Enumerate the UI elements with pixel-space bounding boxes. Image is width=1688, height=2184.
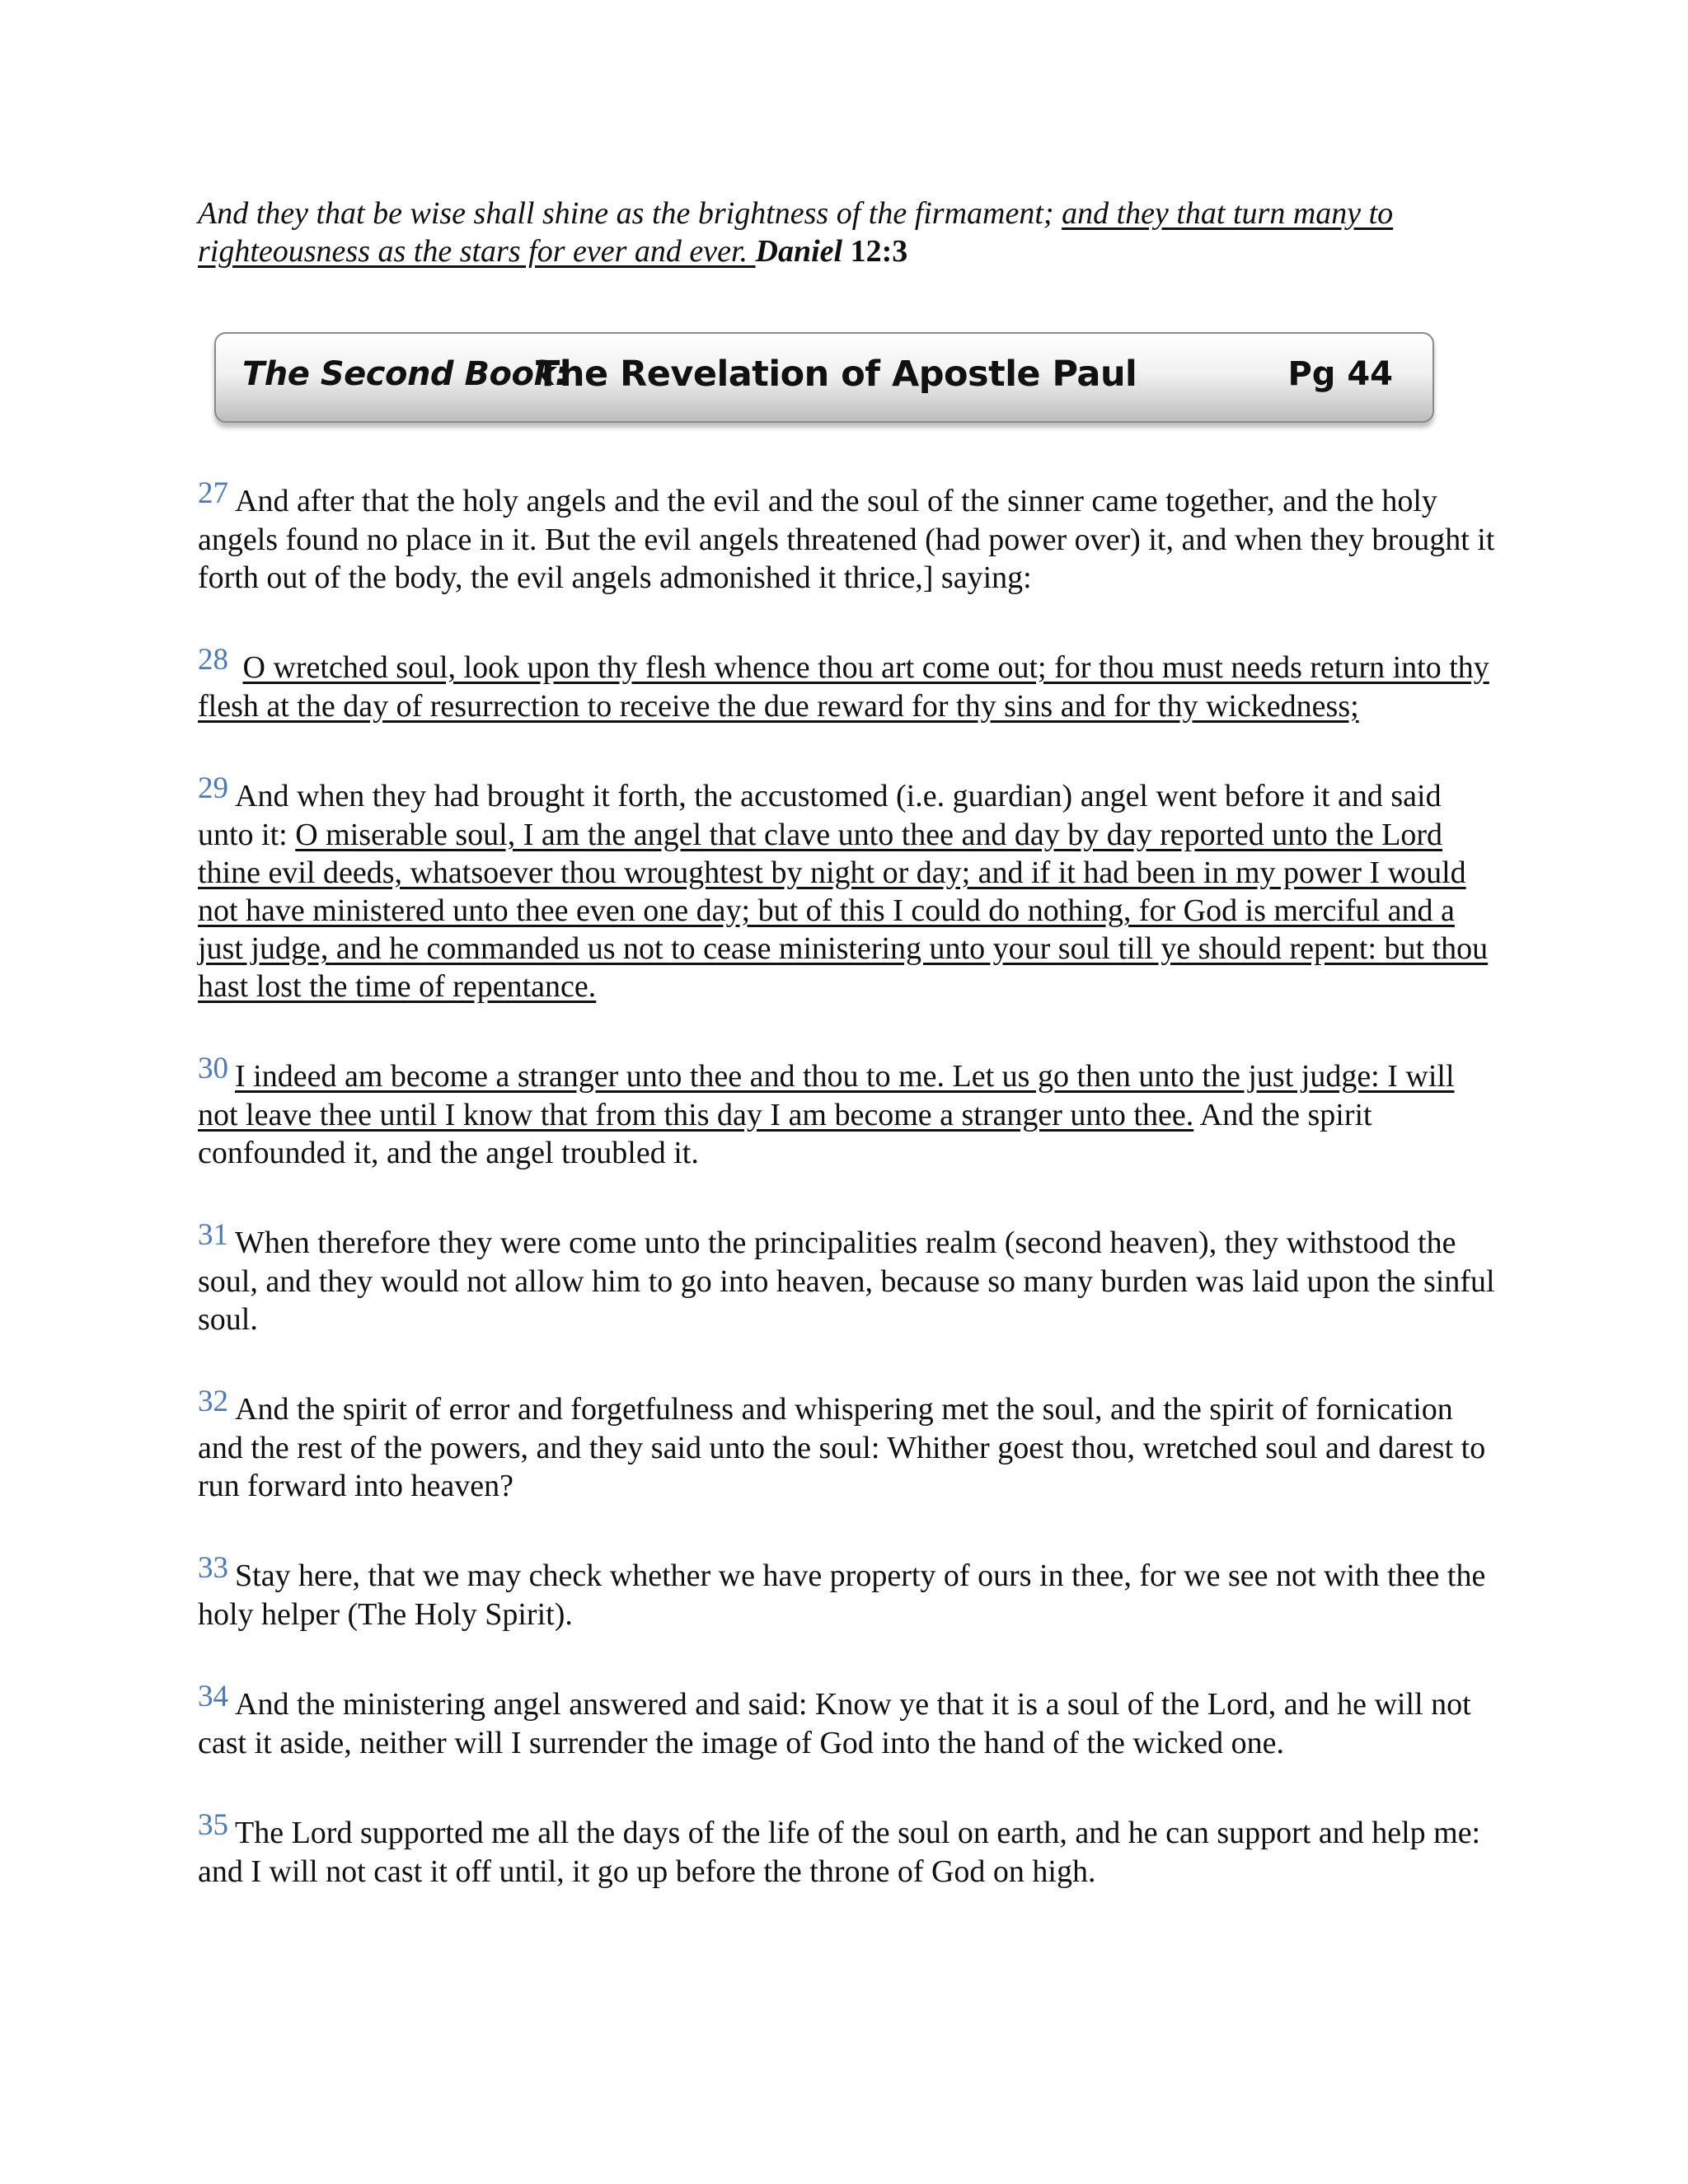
book-label: The Second Book:	[242, 355, 569, 393]
verse-28	[198, 643, 1500, 725]
verse-underlined-text: I indeed am become a stranger unto thee and thou to me. Let us go then unto the just judge: I will not leave thee until I know that from this day I am become a stranger unto thee.	[198, 1059, 1455, 1132]
verse-text: And when they had brought it forth, the accustomed (i.e. guardian) angel went before it and said unto it:	[198, 779, 1442, 852]
verse-35	[198, 1808, 1500, 1891]
verse-text: Stay here, that we may check whether we have property of ours in thee, for we see not with thee the holy helper (The Holy Spirit).	[198, 1558, 1486, 1632]
epigraph-reference-book: Daniel	[755, 234, 843, 269]
verse-number: 31	[198, 1218, 228, 1252]
verse-underlined-text: O miserable soul, I am the angel that clave unto thee and day by day reported unto the Lord thine evil deeds, whatsoever thou wroughtest by night or day; and if it had been in my power I would not have ministered unto thee even one day; but of this I could do nothing, for God is merciful and a just judge, and he commanded us not to cease ministering unto your soul till ye should repent: but thou hast lost the time of repentance.	[198, 818, 1489, 1004]
verse-number: 35	[198, 1808, 228, 1842]
verse-text: And after that the holy angels and the evil and the soul of the sinner came together, and the holy angels found no place in it. But the evil angels threatened (had power over) it, and when they brought it forth out of the body, the evil angels admonished it thrice,] saying:	[198, 484, 1495, 595]
epigraph-underlined-text: and they that turn many to righteousness as the stars for ever and ever.	[198, 196, 1394, 269]
chapter-header-banner	[214, 332, 1434, 423]
verse-number: 30	[198, 1052, 228, 1085]
verse-27	[198, 476, 1500, 597]
epigraph-reference-number: 12:3	[842, 234, 908, 269]
book-title: The Revelation of Apostle Paul	[536, 354, 1137, 395]
page-number: Pg 44	[1287, 355, 1393, 393]
verse-list	[198, 476, 1500, 1943]
verse-30	[198, 1052, 1500, 1172]
verse-34	[198, 1680, 1500, 1762]
verse-32	[198, 1385, 1500, 1505]
verse-text-after: And the spirit confounded it, and the angel troubled it.	[198, 1098, 1372, 1170]
epigraph-quote	[198, 194, 1500, 270]
verse-text: And the spirit of error and forgetfulness and whispering met the soul, and the spirit of fornication and the rest of the powers, and they said unto the soul: Whither goest thou, wretched soul and darest to run forward into heaven?	[198, 1392, 1486, 1503]
verse-underlined-text: O wretched soul, look upon thy flesh whence thou art come out; for thou must needs return into thy flesh at the day of resurrection to receive the due reward for thy sins and for thy wickedness;	[198, 650, 1489, 724]
verse-text: When therefore they were come unto the principalities realm (second heaven), they withstood the soul, and they would not allow him to go into heaven, because so many burden was laid upon the sinful soul.	[198, 1226, 1495, 1337]
verse-31	[198, 1218, 1500, 1338]
verse-number: 28	[198, 643, 228, 677]
verse-number: 27	[198, 476, 228, 510]
verse-text: And the ministering angel answered and said: Know ye that it is a soul of the Lord, and he will not cast it aside, neither will I surrender the image of God into the hand of the wicked one.	[198, 1687, 1471, 1760]
verse-number: 29	[198, 771, 228, 805]
verse-number: 33	[198, 1551, 228, 1585]
verse-29	[198, 771, 1500, 1005]
verse-33	[198, 1551, 1500, 1633]
verse-number: 34	[198, 1680, 228, 1713]
epigraph-plain-text: And they that be wise shall shine as the brightness of the firmament;	[198, 196, 1062, 231]
verse-number: 32	[198, 1385, 228, 1418]
verse-text: The Lord supported me all the days of the life of the soul on earth, and he can support and help me: and I will not cast it off until, it go up before the throne of God on high.	[198, 1816, 1481, 1889]
